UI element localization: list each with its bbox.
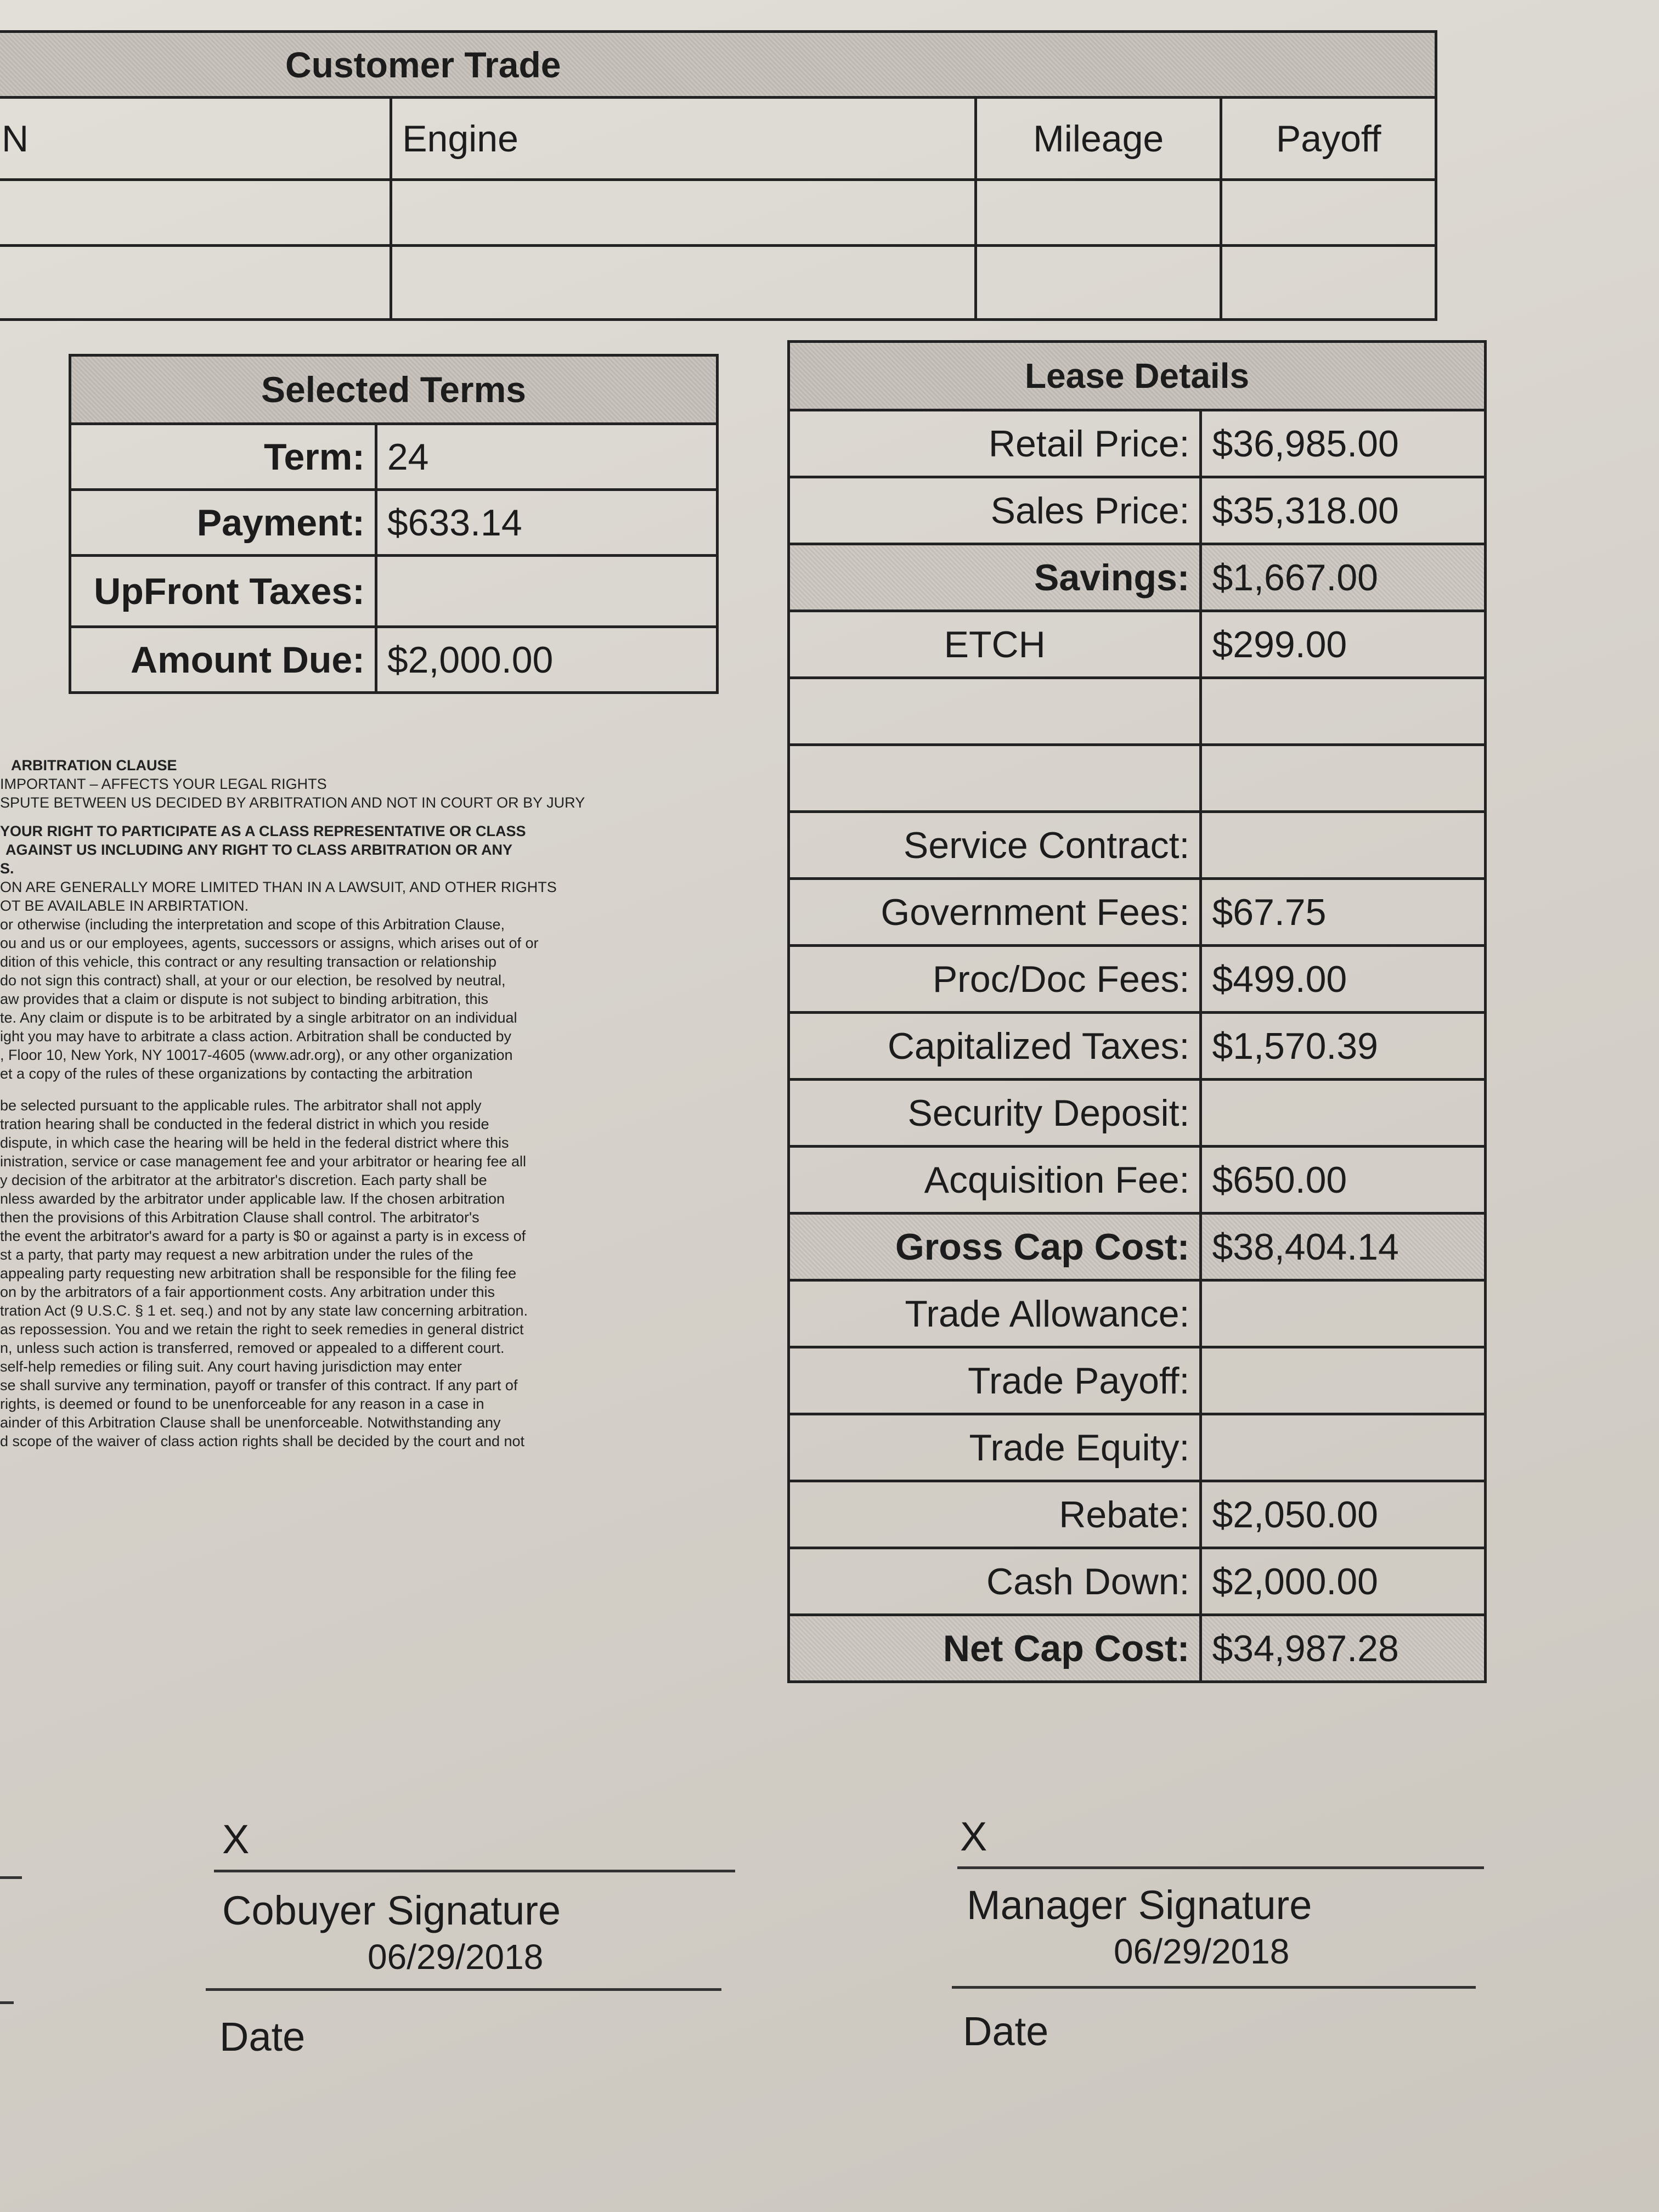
trade-cell (975, 246, 1221, 320)
lease-row (789, 1481, 1486, 1548)
selected-terms-title: Selected Terms (70, 356, 718, 424)
lease-row-label: Net Cap Cost: (789, 1615, 1201, 1682)
lease-row-label: Gross Cap Cost: (789, 1214, 1201, 1280)
cobuyer-signature-mark: X (222, 1816, 250, 1862)
column-payoff: Payoff (1221, 98, 1436, 180)
arbitration-line: S. (0, 860, 14, 877)
lease-row (789, 477, 1486, 544)
arbitration-line: te. Any claim or dispute is to be arbitrated by a single arbitrator on an individual (0, 1009, 517, 1026)
lease-row-value: $2,000.00 (1201, 1548, 1486, 1615)
term-label: Term: (70, 424, 376, 490)
lease-row-value: $499.00 (1201, 946, 1486, 1013)
lease-row (789, 1615, 1486, 1682)
lease-row (789, 1414, 1486, 1481)
arbitration-line: dition of this vehicle, this contract or any resulting transaction or relationship (0, 953, 496, 970)
lease-row-value: $1,570.39 (1201, 1013, 1486, 1080)
lease-row-value: $38,404.14 (1201, 1214, 1486, 1280)
payment-label: Payment: (70, 490, 376, 556)
arbitration-line: the event the arbitrator's award for a party is $0 or against a party is in excess of (0, 1228, 526, 1244)
lease-row (789, 812, 1486, 879)
lease-row (789, 1080, 1486, 1147)
upfront-taxes-value (376, 556, 717, 627)
term-value: 24 (376, 424, 717, 490)
lease-row-label: Sales Price: (789, 477, 1201, 544)
lease-row-label: Trade Payoff: (789, 1347, 1201, 1414)
lease-row-value (1201, 812, 1486, 879)
arbitration-line: d scope of the waiver of class action rights shall be decided by the court and not (0, 1433, 525, 1449)
customer-trade-title: Customer Trade (0, 32, 1436, 98)
cobuyer-date-line (206, 1988, 721, 1991)
cobuyer-signature-label: Cobuyer Signature (222, 1888, 561, 1933)
lease-row-value (1201, 745, 1486, 812)
lease-row (789, 1347, 1486, 1414)
amount-due-label: Amount Due: (70, 627, 376, 693)
arbitration-line: y decision of the arbitrator at the arbitrator's discretion. Each party shall be (0, 1172, 487, 1188)
arbitration-line: AGAINST US INCLUDING ANY RIGHT TO CLASS ARBITRATION OR ANY (5, 842, 513, 858)
lease-row-label: Acquisition Fee: (789, 1147, 1201, 1214)
arbitration-line: n, unless such action is transferred, removed or appealed to a different court. (0, 1340, 505, 1356)
cobuyer-signature-line (214, 1870, 735, 1872)
arbitration-line: st a party, that party may request a new arbitration under the rules of the (0, 1246, 473, 1263)
arbitration-title: ARBITRATION CLAUSE (11, 757, 177, 774)
trade-cell (975, 180, 1221, 246)
lease-row (789, 1214, 1486, 1280)
manager-signature-date: 06/29/2018 (1114, 1932, 1290, 1971)
lease-row-value (1201, 1280, 1486, 1347)
lease-row-value (1201, 678, 1486, 745)
lease-row-value: $34,987.28 (1201, 1615, 1486, 1682)
cobuyer-signature-date: 06/29/2018 (368, 1937, 544, 1977)
lease-row (789, 410, 1486, 477)
column-mileage: Mileage (975, 98, 1221, 180)
lease-row-label: Savings: (789, 544, 1201, 611)
manager-signature-line (957, 1866, 1484, 1869)
lease-row (789, 544, 1486, 611)
lease-row (789, 1548, 1486, 1615)
trade-cell (391, 246, 976, 320)
manager-signature-mark: X (960, 1814, 988, 1859)
selected-terms-table (69, 354, 719, 694)
arbitration-line: nless awarded by the arbitrator under applicable law. If the chosen arbitration (0, 1190, 505, 1207)
arbitration-clause (0, 756, 702, 1451)
manager-signature-label: Manager Signature (967, 1882, 1312, 1928)
lease-row-value: $36,985.00 (1201, 410, 1486, 477)
customer-trade-left-fragment: N (0, 98, 391, 180)
lease-row (789, 1147, 1486, 1214)
arbitration-line: inistration, service or case management fee and your arbitrator or hearing fee all (0, 1153, 527, 1170)
arbitration-line: ON ARE GENERALLY MORE LIMITED THAN IN A LAWSUIT, AND OTHER RIGHTS (0, 879, 557, 895)
lease-row-label: Rebate: (789, 1481, 1201, 1548)
lease-row-label: Service Contract: (789, 812, 1201, 879)
lease-details-title: Lease Details (789, 342, 1486, 410)
cobuyer-date-label: Date (219, 2014, 306, 2059)
arbitration-line: tration Act (9 U.S.C. § 1 et. seq.) and not by any state law concerning arbitration. (0, 1302, 528, 1319)
arbitration-line: on by the arbitrators of a fair apportionment costs. Any arbitration under this (0, 1284, 495, 1300)
lease-row-label: Cash Down: (789, 1548, 1201, 1615)
arbitration-line: do not sign this contract) shall, at your or our election, be resolved by neutral, (0, 972, 506, 989)
arbitration-line: ou and us or our employees, agents, successors or assigns, which arises out of or (0, 935, 539, 951)
arbitration-line: OT BE AVAILABLE IN ARBIRTATION. (0, 898, 249, 914)
column-engine: Engine (391, 98, 976, 180)
lease-row-label (789, 678, 1201, 745)
trade-cell (1221, 246, 1436, 320)
lease-row (789, 1013, 1486, 1080)
arbitration-line: be selected pursuant to the applicable rules. The arbitrator shall not apply (0, 1097, 482, 1114)
lease-details-table (787, 340, 1487, 1683)
lease-row-label: ETCH (789, 611, 1201, 678)
arbitration-line: se shall survive any termination, payoff or transfer of this contract. If any part of (0, 1377, 518, 1393)
lease-row-value: $650.00 (1201, 1147, 1486, 1214)
lease-row-value (1201, 1414, 1486, 1481)
arbitration-line: aw provides that a claim or dispute is not subject to binding arbitration, this (0, 991, 488, 1007)
lease-row (789, 946, 1486, 1013)
manager-date-line (952, 1986, 1476, 1989)
lease-row-value (1201, 1347, 1486, 1414)
trade-cell (0, 180, 391, 246)
arbitration-line: appealing party requesting new arbitration shall be responsible for the filing fee (0, 1265, 517, 1282)
manager-date-label: Date (963, 2008, 1049, 2054)
lease-row-label: Trade Equity: (789, 1414, 1201, 1481)
arbitration-line: IMPORTANT – AFFECTS YOUR LEGAL RIGHTS (0, 776, 327, 792)
arbitration-line: ainder of this Arbitration Clause shall be unenforceable. Notwithstanding any (0, 1414, 501, 1431)
arbitration-line: tration hearing shall be conducted in the federal district in which you reside (0, 1116, 489, 1132)
arbitration-line: rights, is deemed or found to be unenforceable for any reason in a case in (0, 1396, 484, 1412)
lease-row (789, 745, 1486, 812)
arbitration-line: YOUR RIGHT TO PARTICIPATE AS A CLASS REPRESENTATIVE OR CLASS (0, 823, 526, 839)
lease-row (789, 678, 1486, 745)
arbitration-line: as repossession. You and we retain the right to seek remedies in general district (0, 1321, 524, 1338)
lease-row-value: $35,318.00 (1201, 477, 1486, 544)
lease-row-value: $1,667.00 (1201, 544, 1486, 611)
arbitration-line: ight you may have to arbitrate a class action. Arbitration shall be conducted by (0, 1028, 512, 1045)
lease-row-value: $2,050.00 (1201, 1481, 1486, 1548)
lease-row-value (1201, 1080, 1486, 1147)
arbitration-line: self-help remedies or filing suit. Any court having jurisdiction may enter (0, 1358, 462, 1375)
margin-tick (0, 1876, 22, 1879)
payment-value: $633.14 (376, 490, 717, 556)
lease-row (789, 1280, 1486, 1347)
lease-row-label: Trade Allowance: (789, 1280, 1201, 1347)
lease-row-label: Security Deposit: (789, 1080, 1201, 1147)
trade-cell (1221, 180, 1436, 246)
arbitration-line: , Floor 10, New York, NY 10017-4605 (www.adr.org), or any other organization (0, 1047, 513, 1063)
lease-row-label: Capitalized Taxes: (789, 1013, 1201, 1080)
margin-tick (0, 2001, 14, 2004)
arbitration-line: et a copy of the rules of these organizations by contacting the arbitration (0, 1065, 473, 1082)
lease-row-label: Government Fees: (789, 879, 1201, 946)
lease-row-label: Retail Price: (789, 410, 1201, 477)
lease-row-value: $299.00 (1201, 611, 1486, 678)
customer-trade-table (0, 30, 1437, 321)
arbitration-line: SPUTE BETWEEN US DECIDED BY ARBITRATION AND NOT IN COURT OR BY JURY (0, 794, 585, 811)
lease-row (789, 611, 1486, 678)
upfront-taxes-label: UpFront Taxes: (70, 556, 376, 627)
amount-due-value: $2,000.00 (376, 627, 717, 693)
lease-row-label (789, 745, 1201, 812)
lease-row (789, 879, 1486, 946)
trade-cell (0, 246, 391, 320)
lease-row-label: Proc/Doc Fees: (789, 946, 1201, 1013)
arbitration-line: dispute, in which case the hearing will be held in the federal district where this (0, 1135, 509, 1151)
arbitration-line: then the provisions of this Arbitration Clause shall control. The arbitrator's (0, 1209, 479, 1226)
arbitration-line: or otherwise (including the interpretation and scope of this Arbitration Clause, (0, 916, 505, 933)
trade-cell (391, 180, 976, 246)
lease-row-value: $67.75 (1201, 879, 1486, 946)
